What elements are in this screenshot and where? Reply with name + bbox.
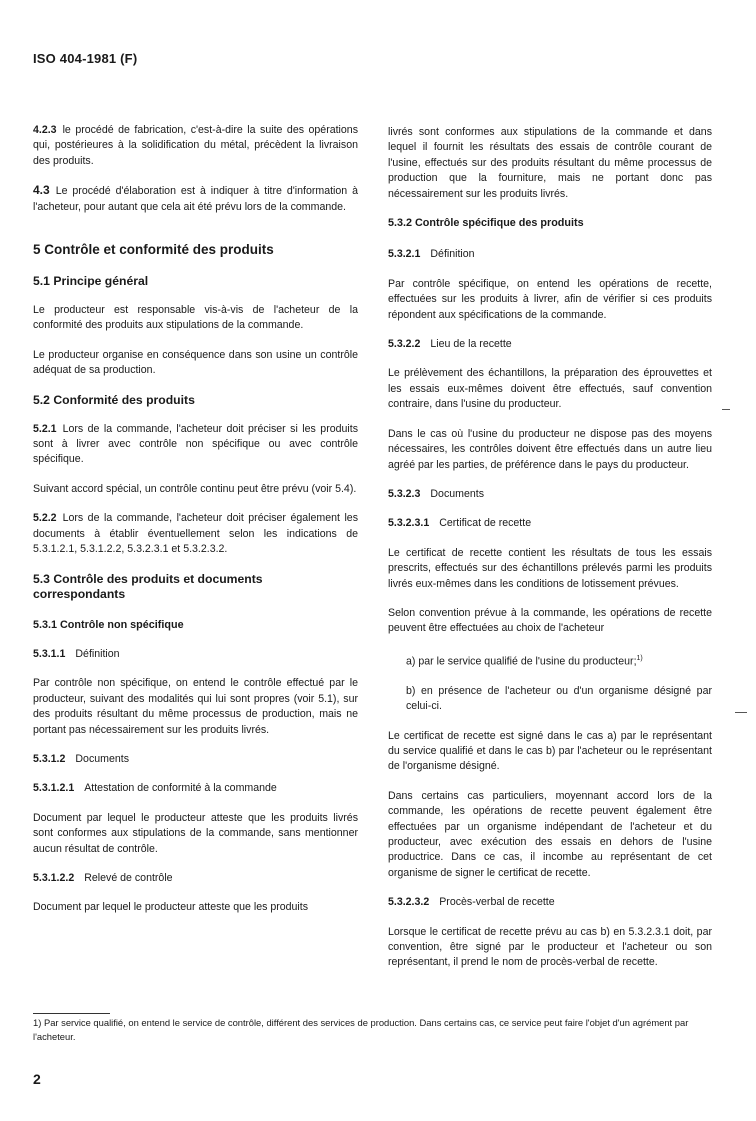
clause-label: Lieu de la recette	[430, 338, 512, 351]
footnote-ref: 1)	[636, 654, 643, 662]
clause-number: 5.3.1.2	[33, 752, 66, 765]
heading-5-3-1-2	[33, 752, 358, 767]
clause-text: le procédé de fabrication, c'est-à-dire la suite des opérations qui, postérieures à la solidification du métal, précèdent la livraison des produits.	[33, 124, 358, 167]
heading-5-3-1-1	[33, 647, 358, 662]
clause-text: Le procédé d'élaboration est à indiquer à titre d'information à l'acheteur, pour autant que cela ait été prévu lors de la commande.	[33, 185, 358, 213]
section-5-3-2-title: 5.3.2 Contrôle spécifique des produits	[388, 217, 584, 230]
paragraph: Suivant accord spécial, un contrôle continu peut être prévu (voir 5.4).	[33, 482, 357, 495]
clause-text: Lors de la commande, l'acheteur doit préciser si les produits sont à livrer avec contrôle non spécifique ou avec contrôle spécifique.	[33, 422, 358, 466]
section-5-2-title: 5.2 Conformité des produits	[33, 392, 195, 407]
paragraph: Selon convention prévue à la commande, les opérations de recette peuvent être effectuées au choix de l'acheteur	[388, 606, 712, 635]
clause-number: 5.3.2.1	[388, 248, 421, 261]
clause-number: 4.3	[33, 183, 50, 198]
clause-number: 5.3.2.3.2	[388, 896, 430, 909]
paragraph: Par contrôle non spécifique, on entend le contrôle effectué par le producteur, suivant des modalités qui lui sont propres (voir 5.1), sur des produits résultant du même processus de production, mais ne portant pas nécessairement sur les produits livrés.	[33, 677, 358, 736]
section-5-3-title: 5.3 Contrôle des produits et documents correspondants	[33, 571, 263, 601]
heading-5-3-2-3-1	[388, 516, 712, 531]
clause-label: Attestation de conformité à la commande	[84, 782, 277, 795]
clause-label: Procès-verbal de recette	[439, 896, 555, 909]
margin-mark	[722, 409, 730, 410]
heading-5-3-2-1	[388, 247, 712, 262]
clause-number: 5.2.1	[33, 422, 57, 435]
paragraph-5-2-2	[33, 511, 358, 557]
list-item-b: b) en présence de l'acheteur ou d'un organisme désigné par celui-ci.	[406, 684, 712, 713]
clause-number: 4.2.3	[33, 124, 57, 136]
clause-number: 5.3.2.2	[388, 338, 421, 351]
left-column	[33, 123, 358, 916]
clause-number: 5.3.1.2.1	[33, 782, 75, 795]
clause-number: 5.2.2	[33, 512, 57, 525]
section-5-3-1-title: 5.3.1 Contrôle non spécifique	[33, 618, 184, 631]
clause-label: Certificat de recette	[439, 517, 532, 530]
paragraph-4-2-3	[33, 123, 358, 169]
paragraph: Dans le cas où l'usine du producteur ne dispose pas des moyens nécessaires, les contrôles doivent être effectués dans un autre lieu agréé par les parties, de préférence dans le pays du producteur.	[388, 427, 712, 471]
footnote-rule	[33, 1013, 110, 1014]
right-column	[388, 125, 712, 971]
heading-5-3-2-2	[388, 337, 712, 352]
clause-label: Définition	[430, 248, 475, 261]
paragraph: livrés sont conformes aux stipulations de la commande et dans lequel il fournit les résultats des essais de contrôle courant de l'usine, effectués sur des produits résultant du même processus de production que la fourniture, mais ne portant donc pas nécessairement sur les produits livrés.	[388, 126, 712, 200]
paragraph: Le producteur organise en conséquence dans son usine un contrôle adéquat de sa production.	[33, 348, 358, 377]
list-item-text: a) par le service qualifié de l'usine du producteur;	[406, 655, 637, 668]
heading-5-3-2-3	[388, 487, 712, 502]
paragraph: Le certificat de recette est signé dans le cas a) par le représentant du service qualifié et dans le cas b) par l'acheteur ou le représentant de l'organisme désigné.	[388, 729, 712, 773]
clause-number: 5.3.1.1	[33, 647, 66, 660]
paragraph: Lorsque le certificat de recette prévu au cas b) en 5.3.2.3.1 doit, par convention, être signé par le producteur et l'acheteur ou son représentant, il prend le nom de procès-verbal de recette.	[388, 925, 712, 969]
clause-text: Lors de la commande, l'acheteur doit préciser également les documents à établir éventuellement selon les indications de 5.3.1.2.1, 5.3.1.2.2, 5.3.2.3.1 et 5.3.2.3.2.	[33, 512, 358, 556]
document-header: ISO 404-1981 (F)	[33, 51, 138, 66]
clause-number: 5.3.2.3.1	[388, 517, 430, 530]
margin-mark	[735, 712, 747, 713]
list-item-a	[388, 651, 712, 670]
clause-label: Documents	[430, 487, 484, 500]
section-5-title: 5 Contrôle et conformité des produits	[33, 242, 274, 258]
clause-label: Documents	[75, 752, 129, 765]
paragraph-4-3	[33, 183, 358, 215]
paragraph: Par contrôle spécifique, on entend les opérations de recette, effectuées sur les produits à livrer, afin de vérifier si ces produits répondent aux spécifications de la commande.	[388, 277, 712, 321]
clause-label: Relevé de contrôle	[84, 871, 173, 884]
section-5-1-title: 5.1 Principe général	[33, 274, 149, 289]
paragraph: Le prélèvement des échantillons, la préparation des éprouvettes et les essais eux-mêmes doivent être effectués, sauf convention contraire, dans l'usine du producteur.	[388, 367, 712, 411]
paragraph: Document par lequel le producteur atteste que les produits livrés sont conformes aux stipulations de la commande, sans mentionner aucun résultat de contrôle.	[33, 811, 358, 855]
clause-number: 5.3.2.3	[388, 487, 421, 500]
paragraph: Le certificat de recette contient les résultats de tous les essais prescrits, effectués sur des échantillons prélevés parmi les produits livrés eux-mêmes dans les conditions de lotissement prévues.	[388, 546, 712, 590]
paragraph: Document par lequel le producteur atteste que les produits	[33, 901, 309, 914]
clause-number: 5.3.1.2.2	[33, 871, 75, 884]
paragraph: Dans certains cas particuliers, moyennant accord lors de la commande, les opérations de recette peuvent également être effectuées par un organisme indépendant de l'acheteur et du producteur, avec exécution des essais en dehors de l'usine productrice. Dans ce cas, il incombe au représentant de cet organisme de signer le certificat de recette.	[388, 789, 712, 879]
heading-5-3-1-2-2	[33, 871, 358, 886]
paragraph-5-2-1	[33, 422, 358, 468]
footnote: 1) Par service qualifié, on entend le service de contrôle, différent des services de production. Dans certains cas, ce service peut faire l'objet d'un agrément par l'acheteur.	[33, 1017, 689, 1042]
page-number: 2	[33, 1071, 41, 1087]
clause-label: Définition	[75, 647, 120, 660]
heading-5-3-2-3-2	[388, 895, 712, 910]
heading-5-3-1-2-1	[33, 781, 358, 796]
paragraph: Le producteur est responsable vis-à-vis de l'acheteur de la conformité des produits aux stipulations de la commande.	[33, 304, 358, 332]
